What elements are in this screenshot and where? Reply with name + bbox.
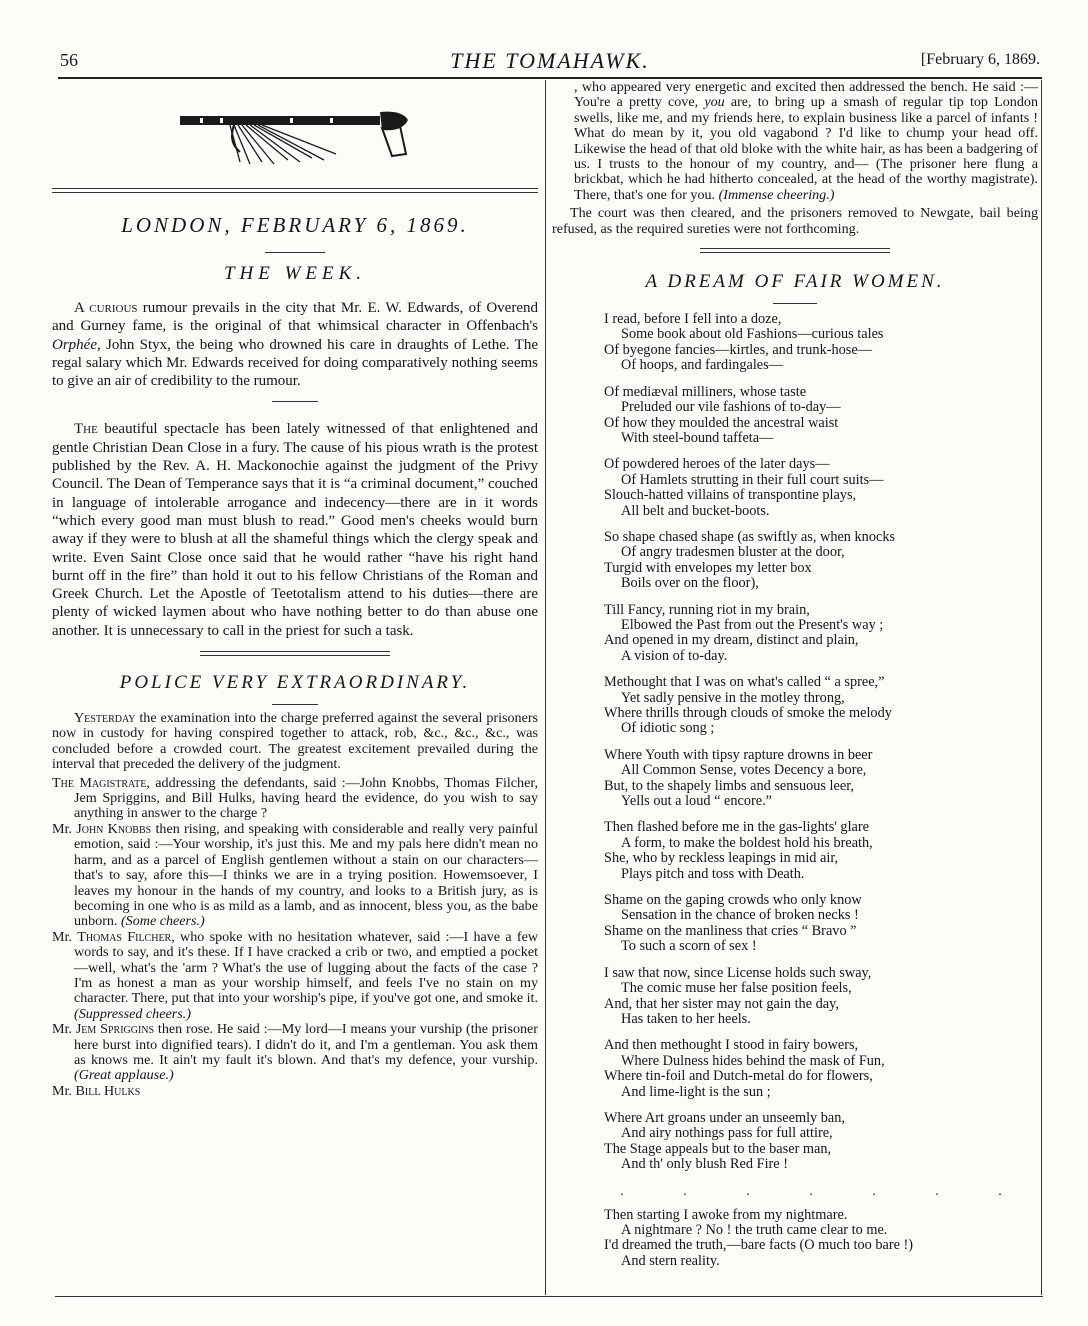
poem-line: Some book about old Fashions—curious tales xyxy=(621,326,884,343)
poem-line: The comic muse her false position feels, xyxy=(621,980,852,997)
short-rule xyxy=(272,401,318,402)
poem-line: And then methought I stood in fairy bowers, xyxy=(604,1037,859,1054)
poem-line: Where Youth with tipsy rapture drowns in beer xyxy=(604,746,873,763)
police-intro: Yesterday the examination into the charge preferred against the several prisoners now in custody for having conspired together to attack, rob, &c., &c., &c., was concluded before a crowded court. The greatest excitement prevailed during the interval that preceded the delivery of the judgment. xyxy=(52,710,538,773)
poem-stanza xyxy=(604,675,1038,737)
double-rule xyxy=(700,248,890,253)
poem-body xyxy=(552,312,1038,1269)
poem-stanza xyxy=(604,1208,1038,1270)
poem-line: Boils over on the floor), xyxy=(621,575,759,592)
poem-line: Of hoops, and fardingales— xyxy=(621,357,783,374)
poem-line: A vision of to-day. xyxy=(621,647,728,664)
right-column xyxy=(552,80,1038,1280)
poem-line: All Common Sense, votes Decency a bore, xyxy=(621,762,867,779)
dateline: LONDON, FEBRUARY 6, 1869. xyxy=(121,213,469,237)
poem-line: A form, to make the boldest hold his breath, xyxy=(621,834,873,851)
police-closing: The court was then cleared, and the prisoners removed to Newgate, bail being refused, as the required sureties were not forthcoming. xyxy=(552,205,1038,237)
poem-line: Methought that I was on what's called “ a spree,” xyxy=(604,674,885,691)
poem-line: Shame on the gaping crowds who only know xyxy=(604,892,862,909)
poem-line: A nightmare ? No ! the truth came clear to me. xyxy=(621,1221,888,1238)
poem-line: Yells out a loud “ encore.” xyxy=(621,793,773,810)
poem-line: To such a scorn of sex ! xyxy=(621,938,757,955)
poem-line: Then starting I awoke from my nightmare. xyxy=(604,1206,848,1223)
poem-line: Elbowed the Past from out the Present's way ; xyxy=(621,616,884,633)
poem-line: Sensation in the chance of broken necks ! xyxy=(621,907,859,924)
short-rule xyxy=(265,252,325,253)
poem-line: Turgid with envelopes my letter box xyxy=(604,559,812,576)
poem-line: Of angry tradesmen bluster at the door, xyxy=(621,544,845,561)
ellipsis-separator: . . . . . . . xyxy=(620,1183,1030,1199)
knobbs-speech: Mr. John Knobbs then rising, and speaking with considerable and really very painful emotion, said :—Your worship, it's just this. Me and my pals here didn't mean no harm, and as a parcel of English gentlemen without a stain on our characters—that's to say, afore this—I thinks we are in a trying position. Howemsoever, I leaves my honour in the hands of my country, and looks to a British jury, as is becoming in one who is as mild as a lamb, and as innocent, bless you, as the babe unborn. (Some cheers.) xyxy=(52,820,538,930)
double-rule xyxy=(52,188,538,193)
poem-stanza xyxy=(604,820,1038,882)
magistrate-speech: The Magistrate, addressing the defendants, said :—John Knobbs, Thomas Filcher, Jem Spriggins, and Bill Hulks, having heard the evidence, do you wish to say anything in answer to the charge ? xyxy=(52,774,539,822)
poem-stanza xyxy=(604,530,1038,592)
poem-line: Of mediæval milliners, whose taste xyxy=(604,383,807,400)
right-border xyxy=(1041,80,1042,1295)
poem-line: And, that her sister may not gain the day, xyxy=(604,995,839,1012)
week-heading: THE WEEK. xyxy=(223,263,367,284)
poem-line: Of how they moulded the ancestral waist xyxy=(604,414,839,431)
masthead-title: THE TOMAHAWK. xyxy=(450,48,650,73)
poem-line: Then flashed before me in the gas-lights' glare xyxy=(604,819,869,836)
double-rule xyxy=(200,651,390,656)
short-rule xyxy=(272,704,318,705)
poem-stanza xyxy=(604,385,1038,447)
poem-stanza xyxy=(604,966,1038,1028)
poem-line: Yet sadly pensive in the motley throng, xyxy=(621,689,845,706)
page-number: 56 xyxy=(60,50,78,70)
poem-line: But, to the shapely limbs and sensuous leer, xyxy=(604,777,854,794)
poem-line: She, who by reckless leapings in mid air, xyxy=(604,850,839,867)
poem-stanza xyxy=(604,312,1038,374)
poem-line: And th' only blush Red Fire ! xyxy=(621,1156,788,1173)
poem-line: And stern reality. xyxy=(621,1252,720,1269)
poem-line: Of idiotic song ; xyxy=(621,720,715,737)
week-paragraph-1: A curious rumour prevails in the city that Mr. E. W. Edwards, of Overend and Gurney fame, is the original of that whimsical character in Offenbach's Orphée, John Styx, the being who drowned his care in draughts of Lethe. The regal salary which Mr. Edwards received for doing comparatively nothing seems to give an air of credibility to the rumour. xyxy=(52,300,538,390)
poem-line: Where tin-foil and Dutch-metal do for flowers, xyxy=(604,1068,873,1085)
poem-line: I read, before I fell into a doze, xyxy=(604,311,782,328)
poem-stanza xyxy=(604,457,1038,519)
poem-line: And airy nothings pass for full attire, xyxy=(621,1125,833,1142)
poem-line: Of Hamlets strutting in their full court suits— xyxy=(621,471,884,488)
poem-stanza xyxy=(604,748,1038,810)
poem-line: With steel-bound taffeta— xyxy=(621,429,774,446)
poem-line: I saw that now, since License holds such sway, xyxy=(604,964,872,981)
poem-line: So shape chased shape (as swiftly as, when knocks xyxy=(604,528,896,545)
hulks-speech: , who appeared very energetic and excited then addressed the bench. He said :—You're a pretty cove, you are, to bring up a smash of regular tip top London swells, like me, and my friends here, to explain business like a parcel of infants ! What do mean by it, you old vagabond ? I'd like to chump your head off. Likewise the head of that old bloke with the white hair, as has been a badgering of us. I trusts to the honour of my country, and— (The prisoner here flung a brickbat, which he had hitherto concealed, at the head of the worthy magistrate). There, that's one for you. (Immense cheering.) xyxy=(574,79,1038,203)
poem-line: Slouch-hatted villains of transpontine plays, xyxy=(604,487,857,504)
poem-line: Where Art groans under an unseemly ban, xyxy=(604,1109,845,1126)
issue-date: [February 6, 1869. xyxy=(920,51,1040,68)
poem-line: All belt and bucket-boots. xyxy=(621,502,770,519)
poem-line: Of powdered heroes of the later days— xyxy=(604,456,830,473)
poem-line: Where Dulness hides behind the mask of Fun, xyxy=(621,1052,885,1069)
poem-line: Preluded our vile fashions of to-day— xyxy=(621,399,841,416)
poem-line: Of byegone fancies—kirtles, and trunk-hose— xyxy=(604,341,872,358)
poem-line: Shame on the manliness that cries “ Bravo ” xyxy=(604,922,857,939)
week-paragraph-2: The beautiful spectacle has been lately witnessed of that enlightened and gentle Christian Dean Close in a fury. The cause of his pious wrath is the protest published by the Rev. A. H. Mackonochie against the judgment of the Privy Council. The Dean of Temperance says that it is “a criminal document,” couched in language of intolerable arrogance and indecency—there are in it words “which every good man must blush to read.” Good men's cheeks would burn away if they were to blush at all the shameful things which the clergy speak and write. Even Saint Close once said that he would rather “have his right hand burnt off in the fire” than hold it out to his fellow Christians of the Roman and Greek Church. Let the Apostle of Teetotalism attend to his duties—there are plenty of wicked laymen about who have nothing better to do than abuse one another. It is unnecessary to call in the priest for such a task. xyxy=(52,421,538,639)
hulks-speech-start: Mr. Bill Hulks xyxy=(52,1082,141,1099)
tomahawk-icon xyxy=(170,92,420,172)
filcher-speech: Mr. Thomas Filcher, who spoke with no hesitation whatever, said :—I have a few words to say, and it's these. If I have cracked a crib or two, and emptied a pocket—well, what's the 'arm ? What's the use of lugging about the facts of the case ? I'm as honest a man as your worship himself, and feels I've no stain on my character. There, put that into your worship's pipe, if you've got one, and smoke it. (Suppressed cheers.) xyxy=(52,928,538,1022)
spriggins-speech: Mr. Jem Spriggins then rose. He said :—My lord—I means your vurship (the prisoner here burst into dignified tears). I didn't do it, and I'm a gentleman. You ask them as knows me. It ain't my fault it's blown. And that's my defence, your vurship. (Great applause.) xyxy=(52,1021,538,1084)
tomahawk-emblem xyxy=(52,82,538,182)
poem-line: Plays pitch and toss with Death. xyxy=(621,865,805,882)
poem-line: And opened in my dream, distinct and plain, xyxy=(604,632,859,649)
poem-line: And lime-light is the sun ; xyxy=(621,1083,771,1100)
footer-rule xyxy=(55,1296,1043,1297)
poem-stanza xyxy=(604,603,1038,665)
page-header xyxy=(60,48,1040,74)
poem-heading: A DREAM OF FAIR WOMEN. xyxy=(645,271,945,293)
poem-line: The Stage appeals but to the baser man, xyxy=(604,1140,832,1157)
poem-stanza xyxy=(604,1111,1038,1173)
poem-line: Till Fancy, running riot in my brain, xyxy=(604,601,810,618)
poem-stanza xyxy=(604,893,1038,955)
poem-line: I'd dreamed the truth,—bare facts (O much too bare !) xyxy=(604,1237,914,1254)
column-divider xyxy=(545,80,546,1295)
poem-line: Has taken to her heels. xyxy=(621,1010,751,1027)
short-rule xyxy=(773,303,817,304)
poem-line: Where thrills through clouds of smoke the melody xyxy=(604,705,892,721)
police-heading: POLICE VERY EXTRAORDINARY. xyxy=(119,672,471,694)
poem-stanza xyxy=(604,1038,1038,1100)
left-column xyxy=(52,82,538,1099)
